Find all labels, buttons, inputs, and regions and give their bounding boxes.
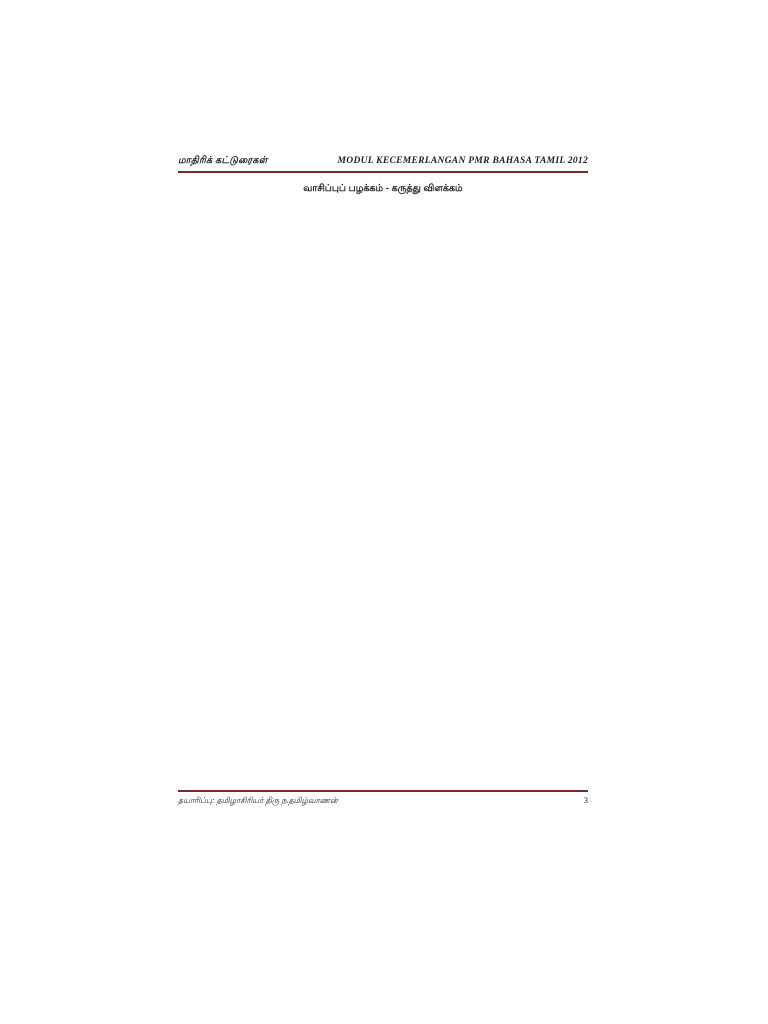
header-rule bbox=[178, 171, 588, 173]
body-text bbox=[190, 208, 582, 768]
header-right-text: MODUL KECEMERLANGAN PMR BAHASA TAMIL 2012 bbox=[337, 156, 588, 166]
footer-rule bbox=[178, 790, 588, 792]
header-left-text: மாதிரிக் கட்டுரைகள் bbox=[178, 156, 268, 166]
document-title: வாசிப்புப் பழக்கம் - கருத்து விளக்கம் bbox=[303, 183, 463, 194]
page-number: 3 bbox=[583, 795, 588, 805]
footer-credit: தயாரிப்பு: தமிழாசிரியர் திரு ந.தமிழ்வாணன் bbox=[178, 796, 338, 805]
page-footer bbox=[178, 795, 588, 806]
running-header bbox=[178, 155, 588, 169]
